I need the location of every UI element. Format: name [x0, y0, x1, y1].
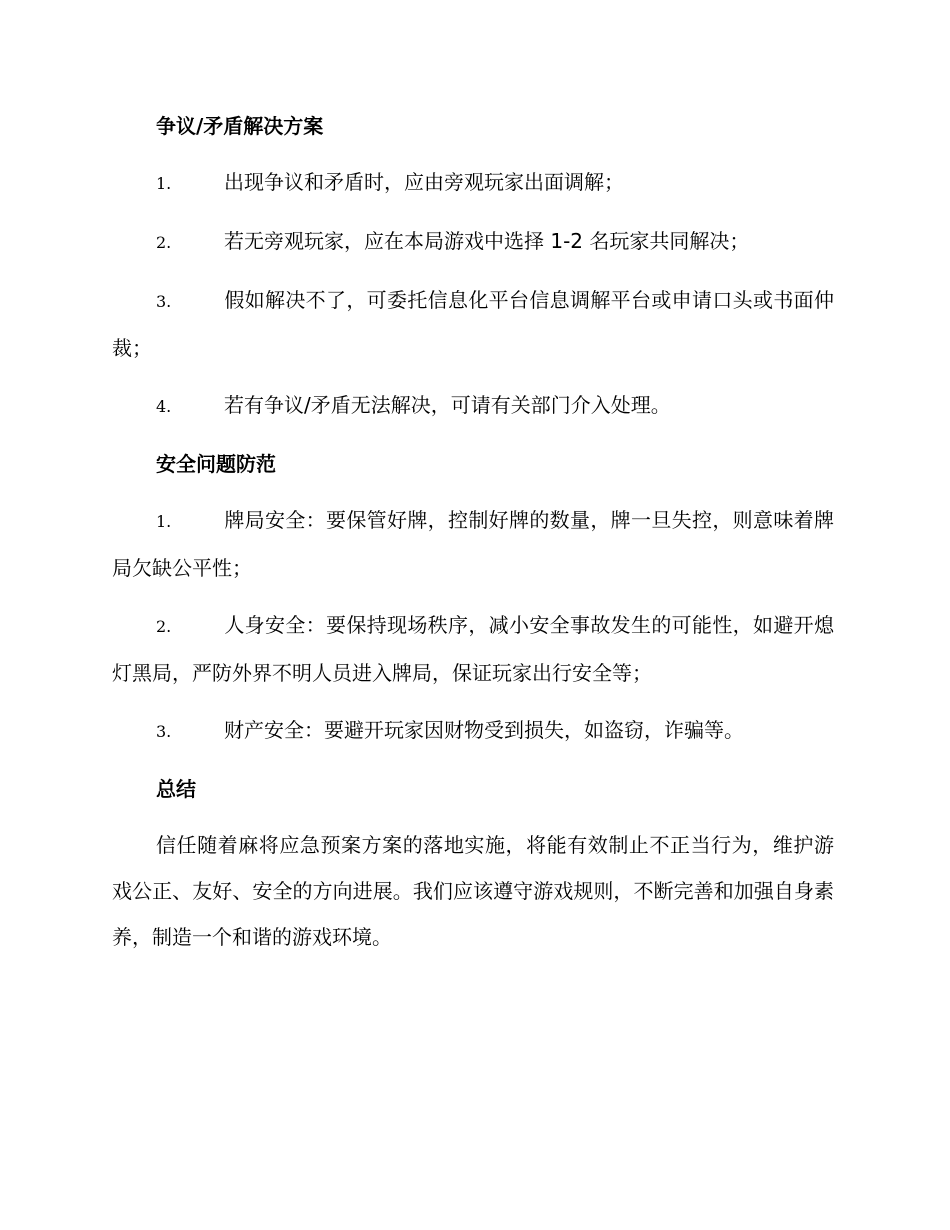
list-number: 1.	[156, 174, 172, 193]
list-item-text: 牌局安全：要保管好牌，控制好牌的数量，牌一旦失控，则意味着牌局欠缺公平性；	[112, 508, 834, 580]
list-item	[112, 382, 834, 430]
list-number: 3.	[156, 722, 172, 741]
list-item-text: 假如解决不了，可委托信息化平台信息调解平台或申请口头或书面仲裁；	[112, 288, 834, 360]
list-item	[112, 218, 834, 266]
list-number: 4.	[156, 397, 172, 416]
list-number: 2.	[156, 233, 172, 252]
list-item	[112, 159, 834, 207]
list-item-text: 若有争议/矛盾无法解决，可请有关部门介入处理。	[224, 393, 671, 417]
list-item	[112, 497, 834, 591]
list-item	[112, 277, 834, 371]
list-item-text: 财产安全：要避开玩家因财物受到损失，如盗窃，诈骗等。	[224, 718, 744, 742]
list-item	[112, 602, 834, 696]
summary-paragraph: 信任随着麻将应急预案方案的落地实施，将能有效制止不正当行为，维护游戏公正、友好、安全的方向进展。我们应该遵守游戏规则，不断完善和加强自身素养，制造一个和谐的游戏环境。	[112, 833, 834, 949]
list-item	[112, 707, 834, 755]
section-heading-dispute: 争议/矛盾解决方案	[156, 114, 324, 138]
section-heading-safety: 安全问题防范	[156, 452, 276, 476]
document-page	[112, 103, 834, 960]
list-number: 1.	[156, 512, 172, 531]
section-heading-summary: 总结	[156, 777, 196, 801]
list-number: 3.	[156, 292, 172, 311]
list-item-text: 人身安全：要保持现场秩序，减小安全事故发生的可能性，如避开熄灯黑局，严防外界不明人员进入牌局，保证玩家出行安全等；	[112, 613, 834, 685]
list-item-text: 若无旁观玩家，应在本局游戏中选择 1-2 名玩家共同解决；	[224, 229, 750, 253]
list-item-text: 出现争议和矛盾时，应由旁观玩家出面调解；	[224, 170, 624, 194]
list-number: 2.	[156, 617, 172, 636]
